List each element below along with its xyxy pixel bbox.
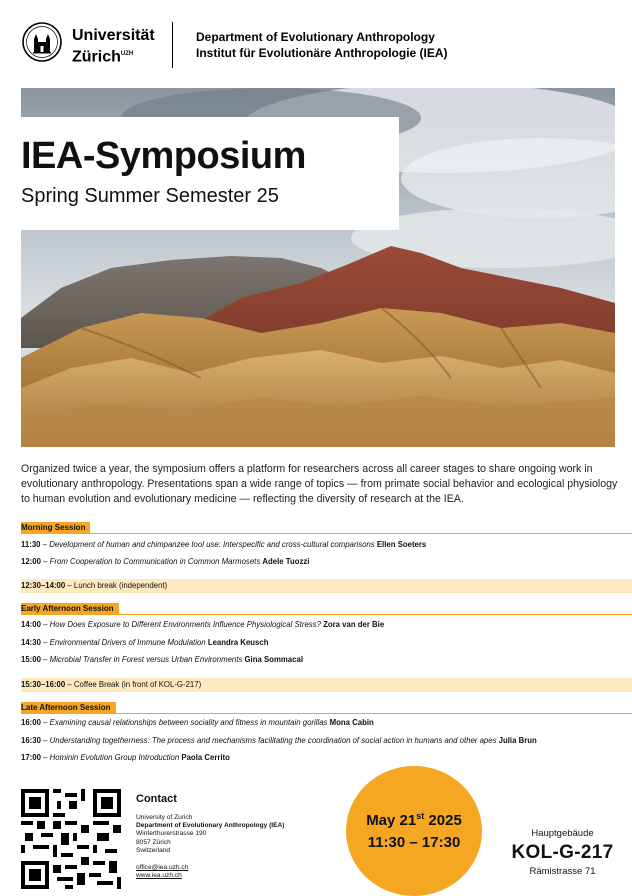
talk-title: Hominin Evolution Group Introduction (49, 753, 180, 762)
session-divider (21, 614, 632, 615)
talk-time: 17:00 (21, 753, 41, 762)
contact-email-link[interactable]: office@iea.uzh.ch (136, 864, 189, 872)
event-date-suffix: st (416, 811, 425, 821)
program-row: 16:30 – Understanding togetherness: The process and mechanisms facilitating the coordination of social action in humans and other apes Julia Brun (21, 736, 537, 745)
talk-time: 11:30 (21, 540, 41, 549)
program-row: 15:00 – Microbial Transfer in Forest versus Urban Environments Gina Sommacal (21, 655, 303, 664)
contact-dept: Department of Evolutionary Anthropology (IEA) (136, 822, 285, 830)
talk-time: 15:00 (21, 655, 41, 664)
talk-speaker: Leandra Keusch (207, 638, 269, 647)
venue-room: KOL-G-217 (511, 842, 614, 863)
page-title: IEA-Symposium (21, 135, 306, 177)
header-divider (172, 22, 173, 68)
venue-building: Hauptgebäude (531, 828, 594, 839)
session-heading-early-afternoon: Early Afternoon Session (21, 603, 119, 615)
talk-speaker: Julia Brun (498, 736, 537, 745)
session-heading-morning: Morning Session (21, 522, 90, 534)
talk-speaker: Adele Tuozzi (262, 557, 310, 566)
coffee-break-row: 15:30–16:00 – Coffee Break (in front of KOL-G-217) (21, 678, 632, 692)
break-time: 12:30–14:00 (21, 581, 66, 590)
talk-speaker: Mona Cabin (329, 718, 374, 727)
event-year: 2025 (428, 812, 462, 829)
university-name-line2: Zürich (72, 48, 121, 66)
program-row: 17:00 – Hominin Evolution Group Introduction Paola Cerrito (21, 753, 230, 762)
university-abbrev: UZH (120, 51, 134, 57)
session-divider (21, 713, 632, 714)
talk-speaker: Ellen Soeters (376, 540, 427, 549)
lunch-break-row: 12:30–14:00 – Lunch break (independent) (21, 579, 632, 593)
talk-title: From Cooperation to Communication in Common Marmosets (49, 557, 261, 566)
event-date-time (346, 805, 482, 854)
department-name (196, 29, 448, 61)
talk-time: 12:00 (21, 557, 41, 566)
talk-title: How Does Exposure to Different Environments Influence Physiological Stress? (49, 620, 321, 629)
talk-time: 14:30 (21, 638, 41, 647)
talk-title: Development of human and chimpanzee tool use: Interspecific and cross-cultural comparisons (49, 540, 375, 549)
venue-block (500, 828, 625, 878)
session-divider (21, 533, 632, 534)
program-row: 14:30 – Environmental Drivers of Immune Modulation Leandra Keusch (21, 638, 269, 647)
program-row: 11:30 – Development of human and chimpanzee tool use: Interspecific and cross-cultural comparisons Ellen Soeters (21, 540, 427, 549)
talk-speaker: Gina Sommacal (244, 655, 303, 664)
talk-speaker: Paola Cerrito (181, 753, 230, 762)
contact-street: Winterthurerstrasse 190 (136, 830, 207, 838)
talk-time: 16:00 (21, 718, 41, 727)
program-row: 12:00 – From Cooperation to Communication in Common Marmosets Adele Tuozzi (21, 557, 310, 566)
talk-title: Examining causal relationships between sociality and fitness in mountain gorillas (49, 718, 328, 727)
contact-country: Switzerland (136, 846, 171, 854)
venue-street: Rämistrasse 71 (529, 866, 596, 877)
university-seal-icon (22, 22, 62, 62)
university-name (72, 27, 155, 66)
session-heading-late-afternoon: Late Afternoon Session (21, 702, 116, 714)
event-date: May 21 (366, 812, 417, 829)
talk-speaker: Zora van der Bie (323, 620, 385, 629)
program-row: 14:00 – How Does Exposure to Different Environments Influence Physiological Stress? Zora van der Bie (21, 620, 385, 629)
break-text: Lunch break (independent) (73, 581, 168, 590)
qr-code-icon[interactable] (21, 789, 121, 889)
intro-paragraph: Organized twice a year, the symposium offers a platform for researchers across all career stages to share ongoing work in evolutionary anthropology. Presentations span a wide range of topics — from primate social behavior and ecological physiology to human evolution and evolutionary medicine — reflecting the diversity of research at the IEA. (21, 463, 618, 505)
break-time: 15:30–16:00 (21, 680, 66, 689)
contact-block (136, 814, 284, 880)
talk-title: Environmental Drivers of Immune Modulation (49, 638, 206, 647)
contact-web-link[interactable]: www.iea.uzh.ch (136, 872, 182, 880)
department-name-en: Department of Evolutionary Anthropology (196, 30, 435, 44)
talk-title: Understanding togetherness: The process and mechanisms facilitating the coordination of social action in humans and other apes (49, 736, 497, 745)
talk-time: 16:30 (21, 736, 41, 745)
program-row: 16:00 – Examining causal relationships between sociality and fitness in mountain gorillas Mona Cabin (21, 718, 374, 727)
page-subtitle: Spring Summer Semester 25 (21, 185, 279, 207)
contact-city: 8057 Zürich (136, 838, 171, 846)
university-name-line1: Universität (72, 27, 155, 44)
contact-org: University of Zurich (136, 814, 193, 821)
break-text: Coffee Break (in front of KOL-G-217) (73, 680, 202, 689)
talk-title: Microbial Transfer in Forest versus Urban Environments (49, 655, 243, 664)
header (22, 20, 622, 70)
contact-heading: Contact (136, 793, 177, 805)
talk-time: 14:00 (21, 620, 41, 629)
title-box (21, 117, 399, 230)
department-name-de: Institut für Evolutionäre Anthropologie (IEA) (196, 46, 448, 60)
event-time: 11:30 – 17:30 (367, 834, 461, 851)
